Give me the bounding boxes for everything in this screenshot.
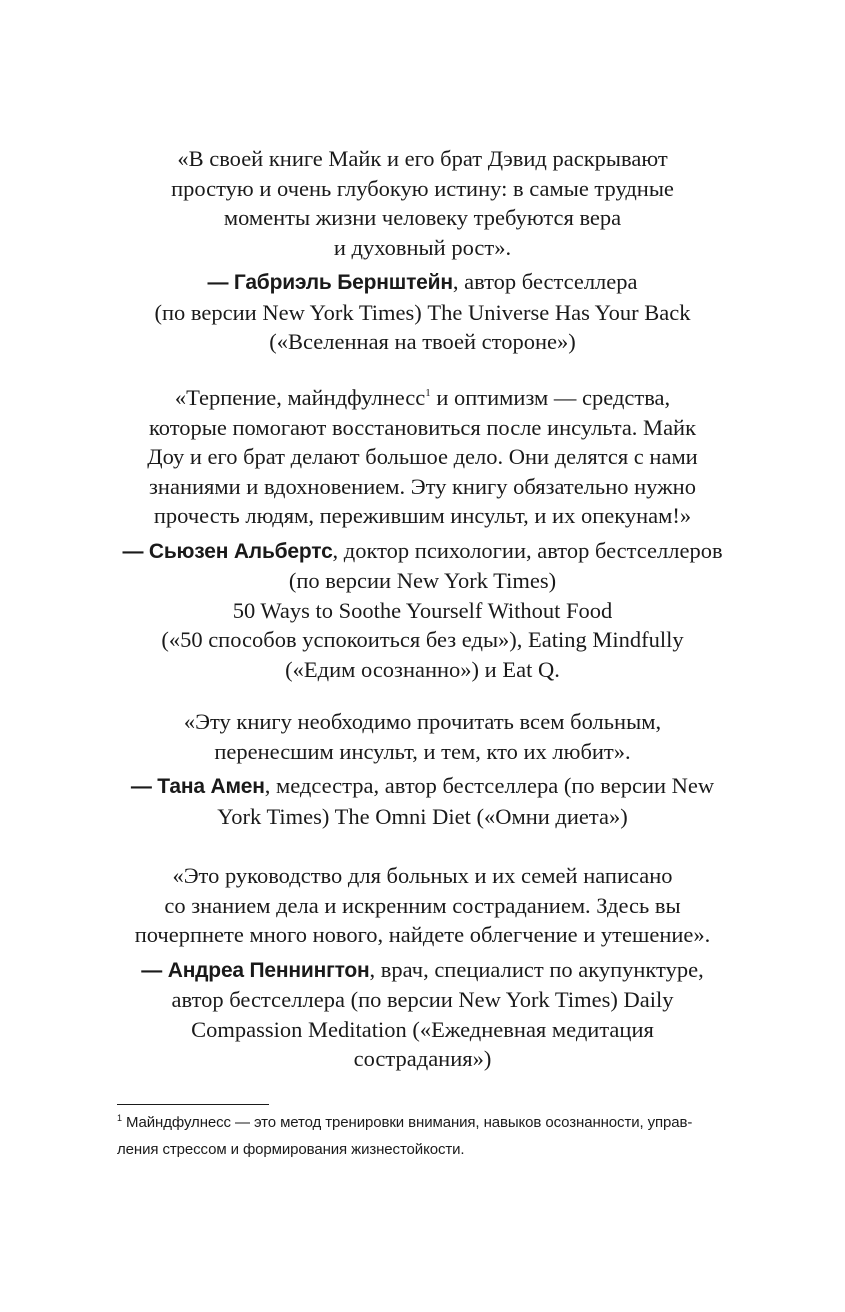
blurb-amen	[100, 707, 745, 831]
footnote-reference[interactable]: 1	[425, 387, 431, 399]
quote-line: «Эту книгу необходимо прочитать всем больным,	[183, 709, 662, 734]
credit-line: (по версии New York Times)	[288, 568, 557, 593]
attribution-first-line	[100, 955, 745, 986]
credit-line: York Times) The Omni Diet («Омни диета»)	[217, 803, 628, 829]
quote-line: знаниями и вдохновением. Эту книгу обязательно нужно	[149, 473, 696, 499]
quote-line: и духовный рост».	[333, 234, 512, 260]
author-name: — Сьюзен Альбертс	[122, 539, 333, 563]
footnote-text: Майндфулнесс — это метод тренировки внимания, навыков осознанности, управ-	[121, 1114, 693, 1131]
quote-line: моменты жизни человеку требуются вера	[223, 205, 622, 230]
credit-line: (по версии New York Times) The Universe Has Your Back	[154, 299, 691, 325]
quote-fragment: и оптимизм — средства,	[430, 385, 671, 410]
author-name: — Габриэль Бернштейн	[207, 271, 453, 294]
blurb-quote	[100, 144, 745, 262]
blurb-attribution	[100, 955, 745, 1074]
author-name: — Андреа Пеннингтон	[141, 958, 370, 982]
credit-line: Compassion Meditation («Ежедневная медитация	[191, 1016, 654, 1042]
author-credit: , врач, специалист по акупунктуре,	[369, 956, 704, 982]
quote-line: перенесшим инсульт, и тем, кто их любит».	[214, 738, 631, 764]
quote-line: которые помогают восстановиться после инсульта. Майк	[148, 414, 697, 440]
blurb-quote	[100, 383, 745, 531]
footnote-line: ления стрессом и формирования жизнестойкости.	[117, 1141, 465, 1158]
footnote-line	[117, 1109, 762, 1136]
footnote	[117, 1109, 762, 1163]
author-name: — Тана Амен	[130, 775, 265, 798]
quote-line: со знанием дела и искренним состраданием. Здесь вы	[164, 892, 681, 918]
quote-line: прочесть людям, пережившим инсульт, и их опекунам!»	[153, 503, 692, 528]
footnote-divider	[117, 1104, 269, 1105]
blurb-attribution	[100, 771, 745, 831]
blurb-attribution	[100, 536, 745, 685]
credit-line: («Едим осознанно») и Eat Q.	[285, 656, 560, 682]
blurb-attribution	[100, 267, 745, 357]
credit-line: сострадания»)	[353, 1046, 492, 1071]
attribution-first-line	[100, 267, 745, 298]
quote-line: почерпнете много нового, найдете облегчение и утешение».	[134, 922, 711, 947]
attribution-first-line	[100, 536, 745, 567]
quote-line: «Это руководство для больных и их семей написано	[172, 863, 673, 888]
quote-line: «В своей книге Майк и его брат Дэвид раскрывают	[177, 146, 668, 171]
credit-line: («50 способов успокоиться без еды»), Eating Mindfully	[161, 627, 684, 652]
quote-line: Доу и его брат делают большое дело. Они делятся с нами	[147, 444, 698, 469]
credit-line: автор бестселлера (по версии New York Times) Daily	[171, 987, 674, 1012]
author-credit: , медсестра, автор бестселлера (по версии New	[264, 773, 715, 798]
footnote-mark: 1	[117, 1113, 122, 1123]
credit-line: 50 Ways to Soothe Yourself Without Food	[232, 597, 613, 623]
blurb-pennington	[100, 861, 745, 1074]
blurb-bernstein	[100, 144, 745, 357]
author-credit: , доктор психологии, автор бестселлеров	[332, 537, 723, 563]
attribution-first-line	[100, 771, 745, 802]
blurb-alberts	[100, 383, 745, 684]
credit-line: («Вселенная на твоей стороне»)	[269, 329, 576, 354]
quote-fragment: «Терпение, майндфулнесс	[174, 385, 426, 410]
quote-line: простую и очень глубокую истину: в самые трудные	[171, 175, 674, 201]
blurb-quote	[100, 707, 745, 766]
author-credit: , автор бестселлера	[452, 269, 638, 294]
quote-line	[100, 383, 745, 413]
blurb-quote	[100, 861, 745, 950]
